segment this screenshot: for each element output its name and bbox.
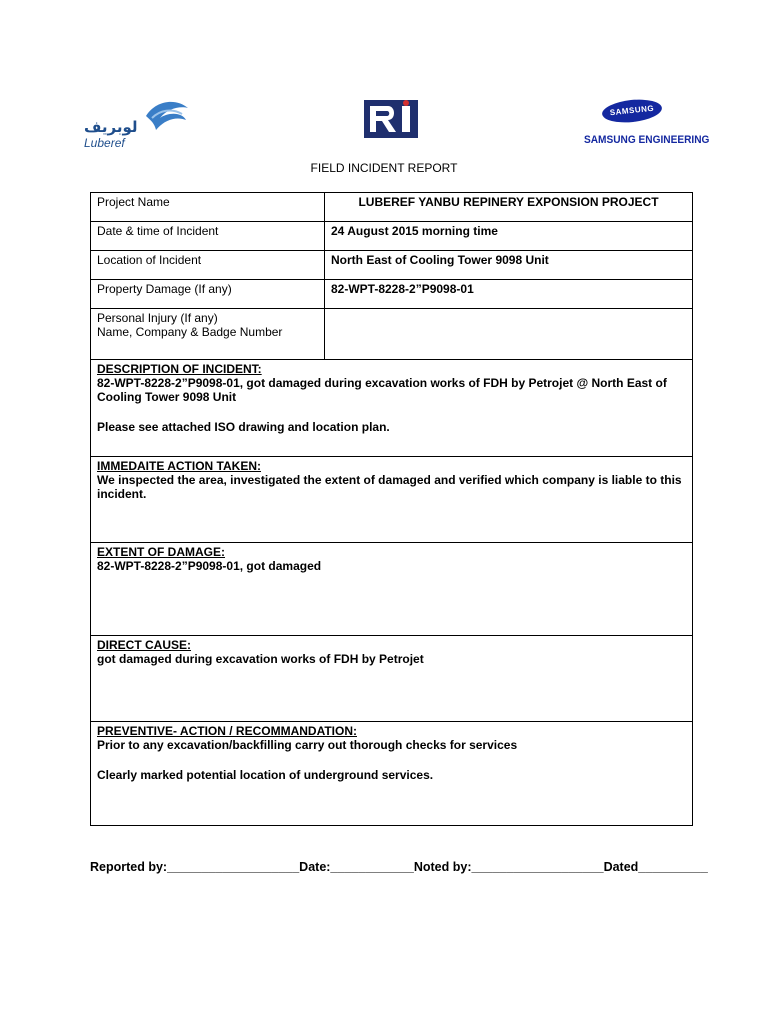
description-text: 82-WPT-8228-2”P9098-01, got damaged during excavation works of FDH by Petrojet @ North East of Cooling Tower 9098 Unit xyxy=(97,376,667,404)
personal-injury-label-line1: Personal Injury (If any) xyxy=(97,311,218,325)
extent-section xyxy=(91,543,693,636)
incident-report-table xyxy=(90,192,693,826)
table-row xyxy=(91,193,693,222)
location-value: North East of Cooling Tower 9098 Unit xyxy=(325,251,693,280)
location-label: Location of Incident xyxy=(91,251,325,280)
action-heading: IMMEDAITE ACTION TAKEN: xyxy=(97,459,261,473)
cause-section xyxy=(91,636,693,722)
extent-text: 82-WPT-8228-2”P9098-01, got damaged xyxy=(97,559,322,573)
date-value: 24 August 2015 morning time xyxy=(325,222,693,251)
luberef-bird-icon xyxy=(142,98,190,134)
personal-injury-label xyxy=(91,309,325,360)
description-section xyxy=(91,360,693,457)
description-heading: DESCRIPTION OF INCIDENT: xyxy=(97,362,262,376)
table-row xyxy=(91,543,693,636)
preventive-heading: PREVENTIVE- ACTION / RECOMMANDATION: xyxy=(97,724,357,738)
preventive-text: Prior to any excavation/backfilling carry out thorough checks for services xyxy=(97,738,518,752)
extent-heading: EXTENT OF DAMAGE: xyxy=(97,545,225,559)
samsung-badge: SAMSUNG xyxy=(601,97,663,125)
personal-injury-label-line2: Name, Company & Badge Number xyxy=(97,325,283,339)
table-row xyxy=(91,251,693,280)
table-row xyxy=(91,222,693,251)
luberef-latin-text: Luberef xyxy=(84,136,125,150)
property-damage-label: Property Damage (If any) xyxy=(91,280,325,309)
report-title: FIELD INCIDENT REPORT xyxy=(310,161,458,175)
luberef-logo xyxy=(82,98,192,154)
action-text: We inspected the area, investigated the extent of damaged and verified which company is liable to this incident. xyxy=(97,473,682,501)
preventive-section xyxy=(91,722,693,826)
samsung-logo xyxy=(580,100,710,148)
preventive-text-2: Clearly marked potential location of underground services. xyxy=(97,768,434,782)
cause-text: got damaged during excavation works of FDH by Petrojet xyxy=(97,652,424,666)
project-name-label: Project Name xyxy=(91,193,325,222)
project-name-value: LUBEREF YANBU REPINERY EXPONSION PROJECT xyxy=(325,193,693,222)
table-row xyxy=(91,636,693,722)
samsung-engineering-text: SAMSUNG ENGINEERING xyxy=(584,134,710,146)
table-row xyxy=(91,280,693,309)
date-label: Date & time of Incident xyxy=(91,222,325,251)
property-damage-value: 82-WPT-8228-2”P9098-01 xyxy=(325,280,693,309)
table-row xyxy=(91,722,693,826)
ri-logo xyxy=(362,98,420,145)
table-row xyxy=(91,309,693,360)
signature-line: Reported by:___________________Date:____________Noted by:___________________Dated__________ xyxy=(90,860,708,874)
description-note: Please see attached ISO drawing and location plan. xyxy=(97,420,390,434)
luberef-arabic-text: لوبريف xyxy=(84,119,138,136)
table-row xyxy=(91,457,693,543)
cause-heading: DIRECT CAUSE: xyxy=(97,638,192,652)
table-row xyxy=(91,360,693,457)
personal-injury-value xyxy=(325,309,693,360)
action-section xyxy=(91,457,693,543)
